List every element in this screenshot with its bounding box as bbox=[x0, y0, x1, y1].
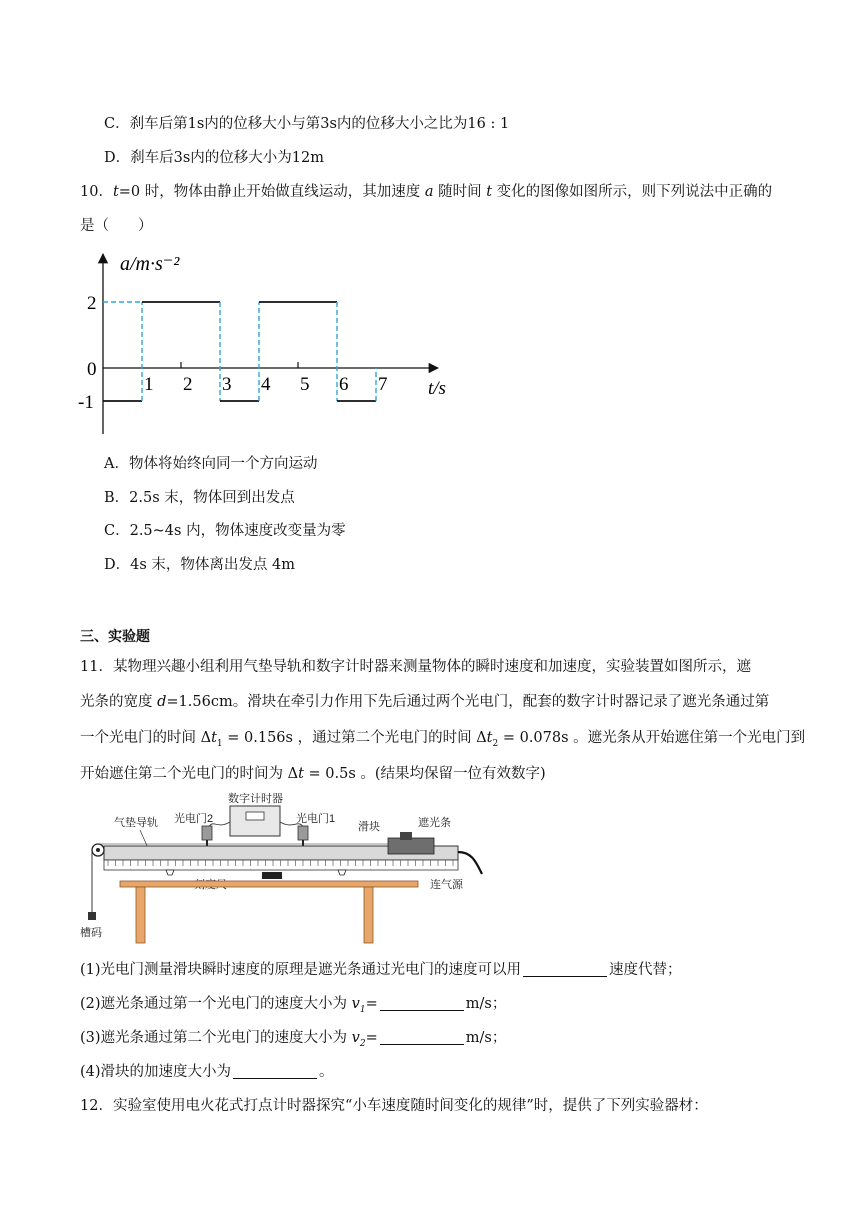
q10-option-b: B．2.5s 末，物体回到出发点 bbox=[104, 490, 295, 506]
q10-option-d: D．4s 末，物体离出发点 4m bbox=[104, 557, 295, 573]
acceleration-time-graph bbox=[80, 244, 460, 440]
hanging-weight bbox=[88, 912, 96, 920]
label-gate2: 光电门2 bbox=[174, 813, 214, 825]
q10-option-c: C．2.5~4s 内，物体速度改变量为零 bbox=[104, 523, 346, 539]
photogate-1 bbox=[298, 826, 308, 840]
label-weight: 槽码 bbox=[80, 927, 102, 939]
q11-sub1: (1)光电门测量滑块瞬时速度的原理是遮光条通过光电门的速度可以用 速度代替； bbox=[80, 962, 682, 978]
label-timer: 数字计时器 bbox=[228, 793, 283, 805]
x-tick-label-1: 1 bbox=[144, 374, 154, 395]
q11-line4: 开始遮住第二个光电门的时间为 Δt = 0.5s 。(结果均保留一位有效数字) bbox=[80, 766, 546, 782]
q11-sub3: (3)遮光条通过第二个光电门的速度大小为 $v_2= m/s$； bbox=[80, 1030, 507, 1049]
label-air: 连气源 bbox=[430, 879, 463, 891]
x-axis-label: t/s bbox=[428, 378, 446, 399]
digital-timer bbox=[230, 806, 280, 836]
y-tick-label--1: -1 bbox=[78, 392, 94, 413]
x-tick-label-2: 2 bbox=[183, 374, 193, 395]
x-tick-label-7: 7 bbox=[378, 374, 388, 395]
x-tick-label-6: 6 bbox=[339, 374, 349, 395]
air-track-apparatus bbox=[76, 790, 486, 950]
table-top bbox=[120, 881, 418, 887]
photogate-2 bbox=[202, 826, 212, 840]
q11-line2: 光条的宽度 d=1.56cm。滑块在牵引力作用下先后通过两个光电门，配套的数字计时器记录了遮光条通过第 bbox=[80, 694, 770, 710]
slider-block bbox=[388, 838, 434, 854]
q9-option-d: D．刹车后3s内的位移大小为12m bbox=[104, 150, 324, 166]
label-strip: 遮光条 bbox=[418, 817, 451, 829]
answer-blank-3[interactable] bbox=[380, 1030, 464, 1045]
answer-blank-2[interactable] bbox=[380, 996, 464, 1011]
y-axis-label: a/m·s⁻² bbox=[120, 253, 180, 275]
label-slider: 滑块 bbox=[358, 821, 380, 833]
y-tick-label-2: 2 bbox=[87, 293, 97, 314]
x-tick-label-4: 4 bbox=[261, 374, 271, 395]
q10-option-a: A．物体将始终向同一个方向运动 bbox=[104, 456, 318, 472]
q11-sub4: (4)滑块的加速度大小为 。 bbox=[80, 1064, 334, 1080]
q10-stem-line2: 是（ ） bbox=[80, 218, 153, 234]
section-heading: 三、实验题 bbox=[80, 629, 150, 645]
light-strip bbox=[400, 832, 412, 840]
q10-stem-line1: 10．t=0 时，物体由静止开始做直线运动，其加速度 a 随时间 t 变化的图像如图所示，则下列说法中正确的 bbox=[80, 184, 773, 200]
label-gate1: 光电门1 bbox=[296, 813, 336, 825]
answer-blank-1[interactable] bbox=[523, 962, 607, 977]
air-hose bbox=[458, 852, 482, 874]
q9-option-c: C．刹车后第1s内的位移大小与第3s内的位移大小之比为16 : 1 bbox=[104, 116, 510, 132]
q11-line3: 一个光电门的时间 $\Delta t_1 = 0.156s$ ，通过第二个光电门的时间 $\Delta t_2 = 0.078s$ 。遮光条从开始遮住第一个光电门到 bbox=[80, 730, 806, 749]
label-rail: 气垫导轨 bbox=[114, 817, 158, 829]
x-tick-label-3: 3 bbox=[222, 374, 232, 395]
q11-line1: 11．某物理兴趣小组利用气垫导轨和数字计时器来测量物体的瞬时速度和加速度，实验装置如图所示，遮 bbox=[80, 659, 751, 675]
answer-blank-4[interactable] bbox=[233, 1064, 317, 1079]
q11-sub2: (2)遮光条通过第一个光电门的速度大小为 $v_1= m/s$； bbox=[80, 996, 507, 1015]
x-tick-label-5: 5 bbox=[300, 374, 310, 395]
q12-line1: 12．实验室使用电火花式打点计时器探究“小车速度随时间变化的规律”时，提供了下列实验器材： bbox=[80, 1098, 708, 1114]
y-tick-label-0: 0 bbox=[87, 359, 97, 380]
